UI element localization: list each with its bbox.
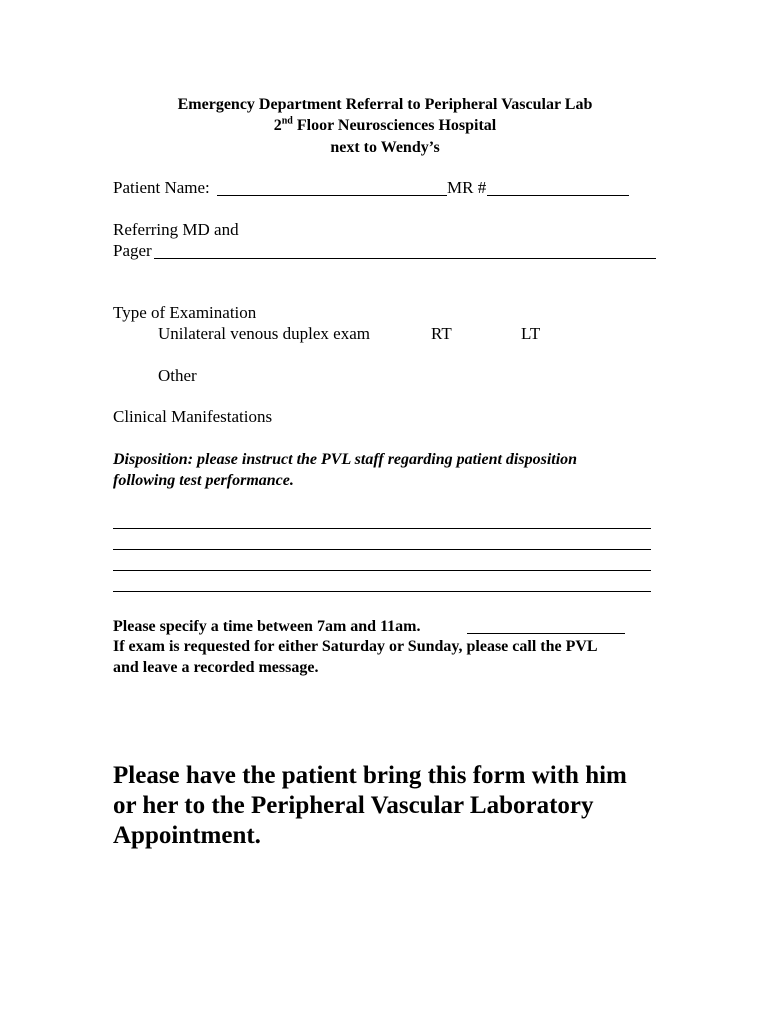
floor-number: 2	[273, 117, 282, 134]
unilateral-venous-option[interactable]: Unilateral venous duplex exam	[158, 324, 370, 343]
patient-name-label: Patient Name:	[113, 178, 210, 197]
floor-location	[0, 115, 770, 136]
floor-suffix: nd	[281, 115, 293, 127]
form-title: Emergency Department Referral to Peripheral Vascular Lab	[177, 96, 593, 113]
rt-option[interactable]: RT	[431, 324, 452, 343]
floor-rest: Floor Neurosciences Hospital	[292, 117, 497, 134]
disposition-line-3[interactable]	[113, 570, 651, 571]
time-request-text: Please specify a time between 7am and 11am.	[113, 618, 421, 635]
patient-name-field[interactable]	[217, 195, 447, 196]
disposition-instruction-line2: following test performance.	[113, 472, 294, 489]
disposition-line-2[interactable]	[113, 549, 651, 550]
requested-time-field[interactable]	[467, 633, 625, 634]
other-option[interactable]: Other	[158, 366, 197, 385]
location-note: next to Wendy’s	[330, 139, 440, 156]
disposition-line-1[interactable]	[113, 528, 651, 529]
referring-md-pager-field[interactable]	[154, 258, 656, 259]
closing-instruction-line2: or her to the Peripheral Vascular Laboratory	[113, 792, 594, 819]
mr-number-field[interactable]	[487, 195, 629, 196]
exam-type-heading: Type of Examination	[113, 303, 257, 322]
clinical-manifestations-label: Clinical Manifestations	[113, 407, 273, 426]
lt-option[interactable]: LT	[521, 324, 541, 343]
disposition-instruction-line1: Disposition: please instruct the PVL staff regarding patient disposition	[113, 451, 578, 468]
mr-label: MR #	[447, 178, 487, 197]
weekend-instruction-line1: If exam is requested for either Saturday or Sunday, please call the PVL	[113, 638, 598, 655]
weekend-instruction-line2: and leave a recorded message.	[113, 659, 319, 676]
pager-label: Pager	[113, 241, 152, 260]
closing-instruction-line3: Appointment.	[113, 822, 261, 849]
disposition-line-4[interactable]	[113, 591, 651, 592]
referring-md-label: Referring MD and	[113, 220, 239, 239]
closing-instruction-line1: Please have the patient bring this form with him	[113, 762, 627, 789]
